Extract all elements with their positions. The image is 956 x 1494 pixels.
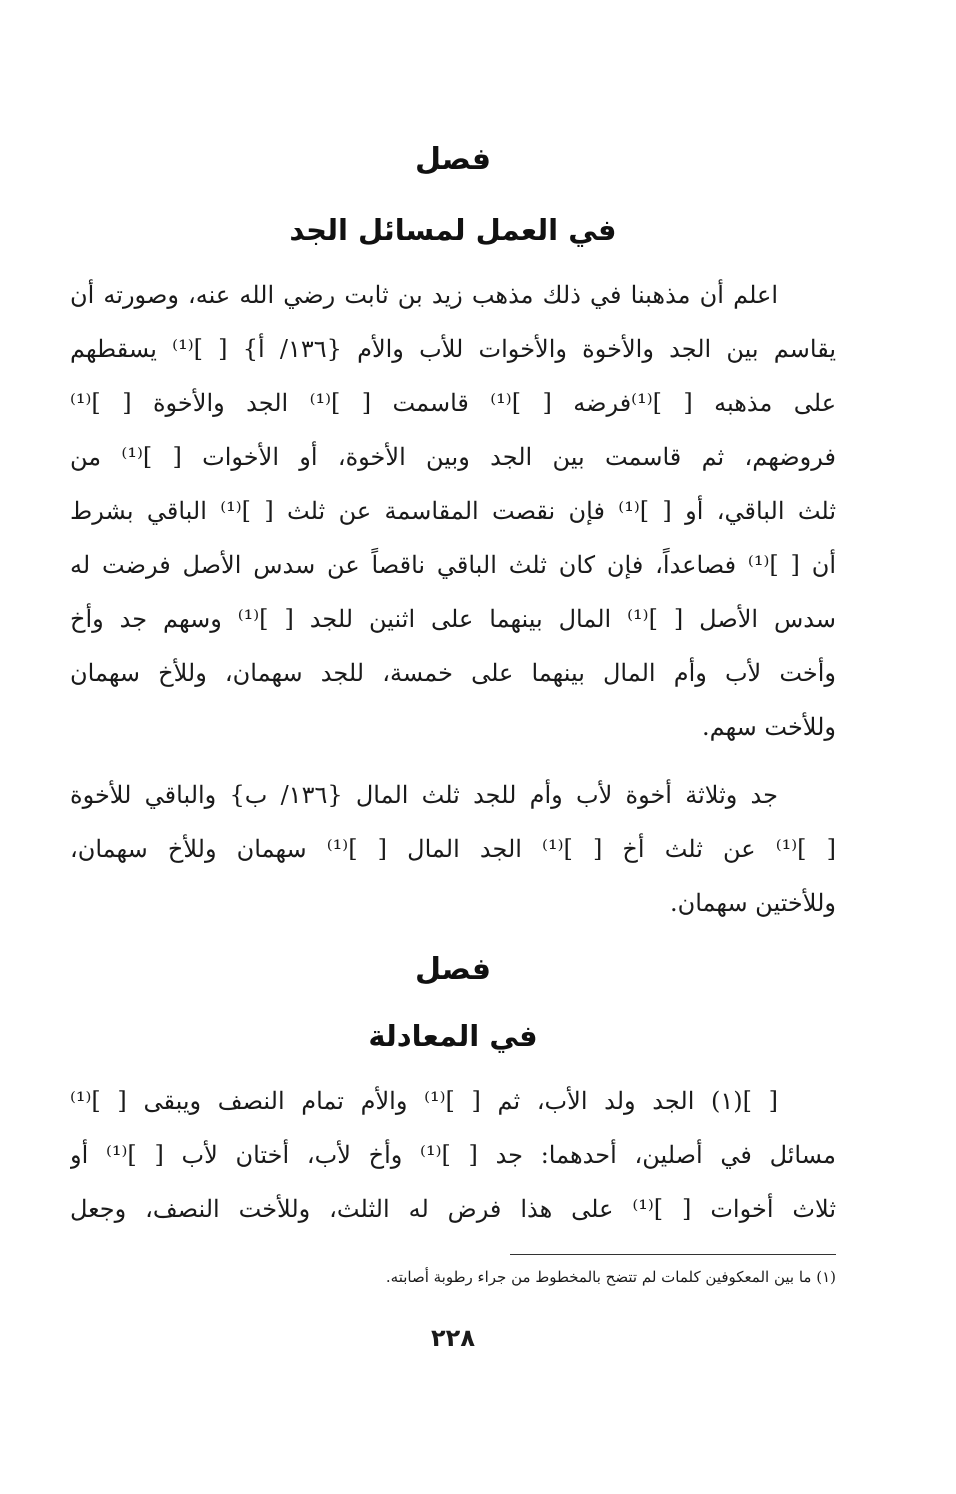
- page-number: ٢٢٨: [431, 1324, 475, 1352]
- section2-subheading: في المعادلة: [368, 1019, 538, 1053]
- section1-paragraph1: [70, 268, 836, 754]
- footnote-divider: [510, 1254, 836, 1255]
- text-line: يقاسم بين الجد والأخوة والأخوات للأب والأم {١٣٦/ أ} [ ]⁽¹⁾ يسقطهم: [70, 335, 836, 363]
- section2-heading: فصل: [415, 952, 491, 987]
- section1-heading: فصل: [415, 142, 491, 177]
- text-line: وللأختين سهمان.: [669, 889, 836, 917]
- text-line: وللأخت سهم.: [701, 713, 836, 741]
- section1-subheading: في العمل لمسائل الجد: [289, 213, 617, 247]
- section2-paragraph1: [70, 1074, 836, 1236]
- text-line: وأخت لأب وأم المال بينهما على خمسة، للجد سهمان، وللأخ سهمان: [70, 659, 836, 687]
- text-line: على مذهبه [ ]⁽¹⁾فرضه [ ]⁽¹⁾ قاسمت [ ]⁽¹⁾ الجد والأخوة [ ]⁽¹⁾: [70, 389, 836, 417]
- text-line: [ ]⁽¹⁾ عن ثلث أخ [ ]⁽¹⁾ الجد المال [ ]⁽¹⁾ سهمان وللأخ سهمان،: [70, 835, 836, 863]
- text-line: ثلث الباقي، أو [ ]⁽¹⁾ فإن نقصت المقاسمة عن ثلث [ ]⁽¹⁾ الباقي بشرط: [70, 497, 836, 525]
- text-line: سدس الأصل [ ]⁽¹⁾ المال بينهما على اثنين للجد [ ]⁽¹⁾ وسهم جد وأخ: [70, 605, 836, 633]
- text-line: ثلاث أخوات [ ]⁽¹⁾ على هذا فرض له الثلث، وللأخت النصف، وجعل: [70, 1195, 836, 1223]
- text-line: فروضهم، ثم قاسمت بين الجد وبين الأخوة، أو الأخوات [ ]⁽¹⁾ من: [70, 443, 836, 471]
- text-line: أن [ ]⁽¹⁾ فصاعداً، فإن كان ثلث الباقي ناقصاً عن سدس الأصل فرضت له: [70, 551, 836, 579]
- section1-paragraph2: [70, 768, 836, 930]
- text-line: جد وثلاثة أخوة لأب وأم للجد ثلث المال {١٣٦/ ب} والباقي للأخوة: [70, 781, 778, 809]
- text-line: اعلم أن مذهبنا في ذلك مذهب زيد بن ثابت رضي الله عنه، وصورته أن: [70, 281, 778, 309]
- footnote: (١) ما بين المعكوفين كلمات لم تتضح بالمخطوط من جراء رطوبة أصابته.: [385, 1268, 836, 1286]
- text-line: مسائل في أصلين، أحدهما: جد [ ]⁽¹⁾ وأخ لأب، أختان لأب [ ]⁽¹⁾ أو: [70, 1141, 836, 1169]
- text-line: [ ](١) الجد ولد الأب، ثم [ ]⁽¹⁾ والأم تمام النصف ويبقى [ ]⁽¹⁾: [70, 1087, 778, 1115]
